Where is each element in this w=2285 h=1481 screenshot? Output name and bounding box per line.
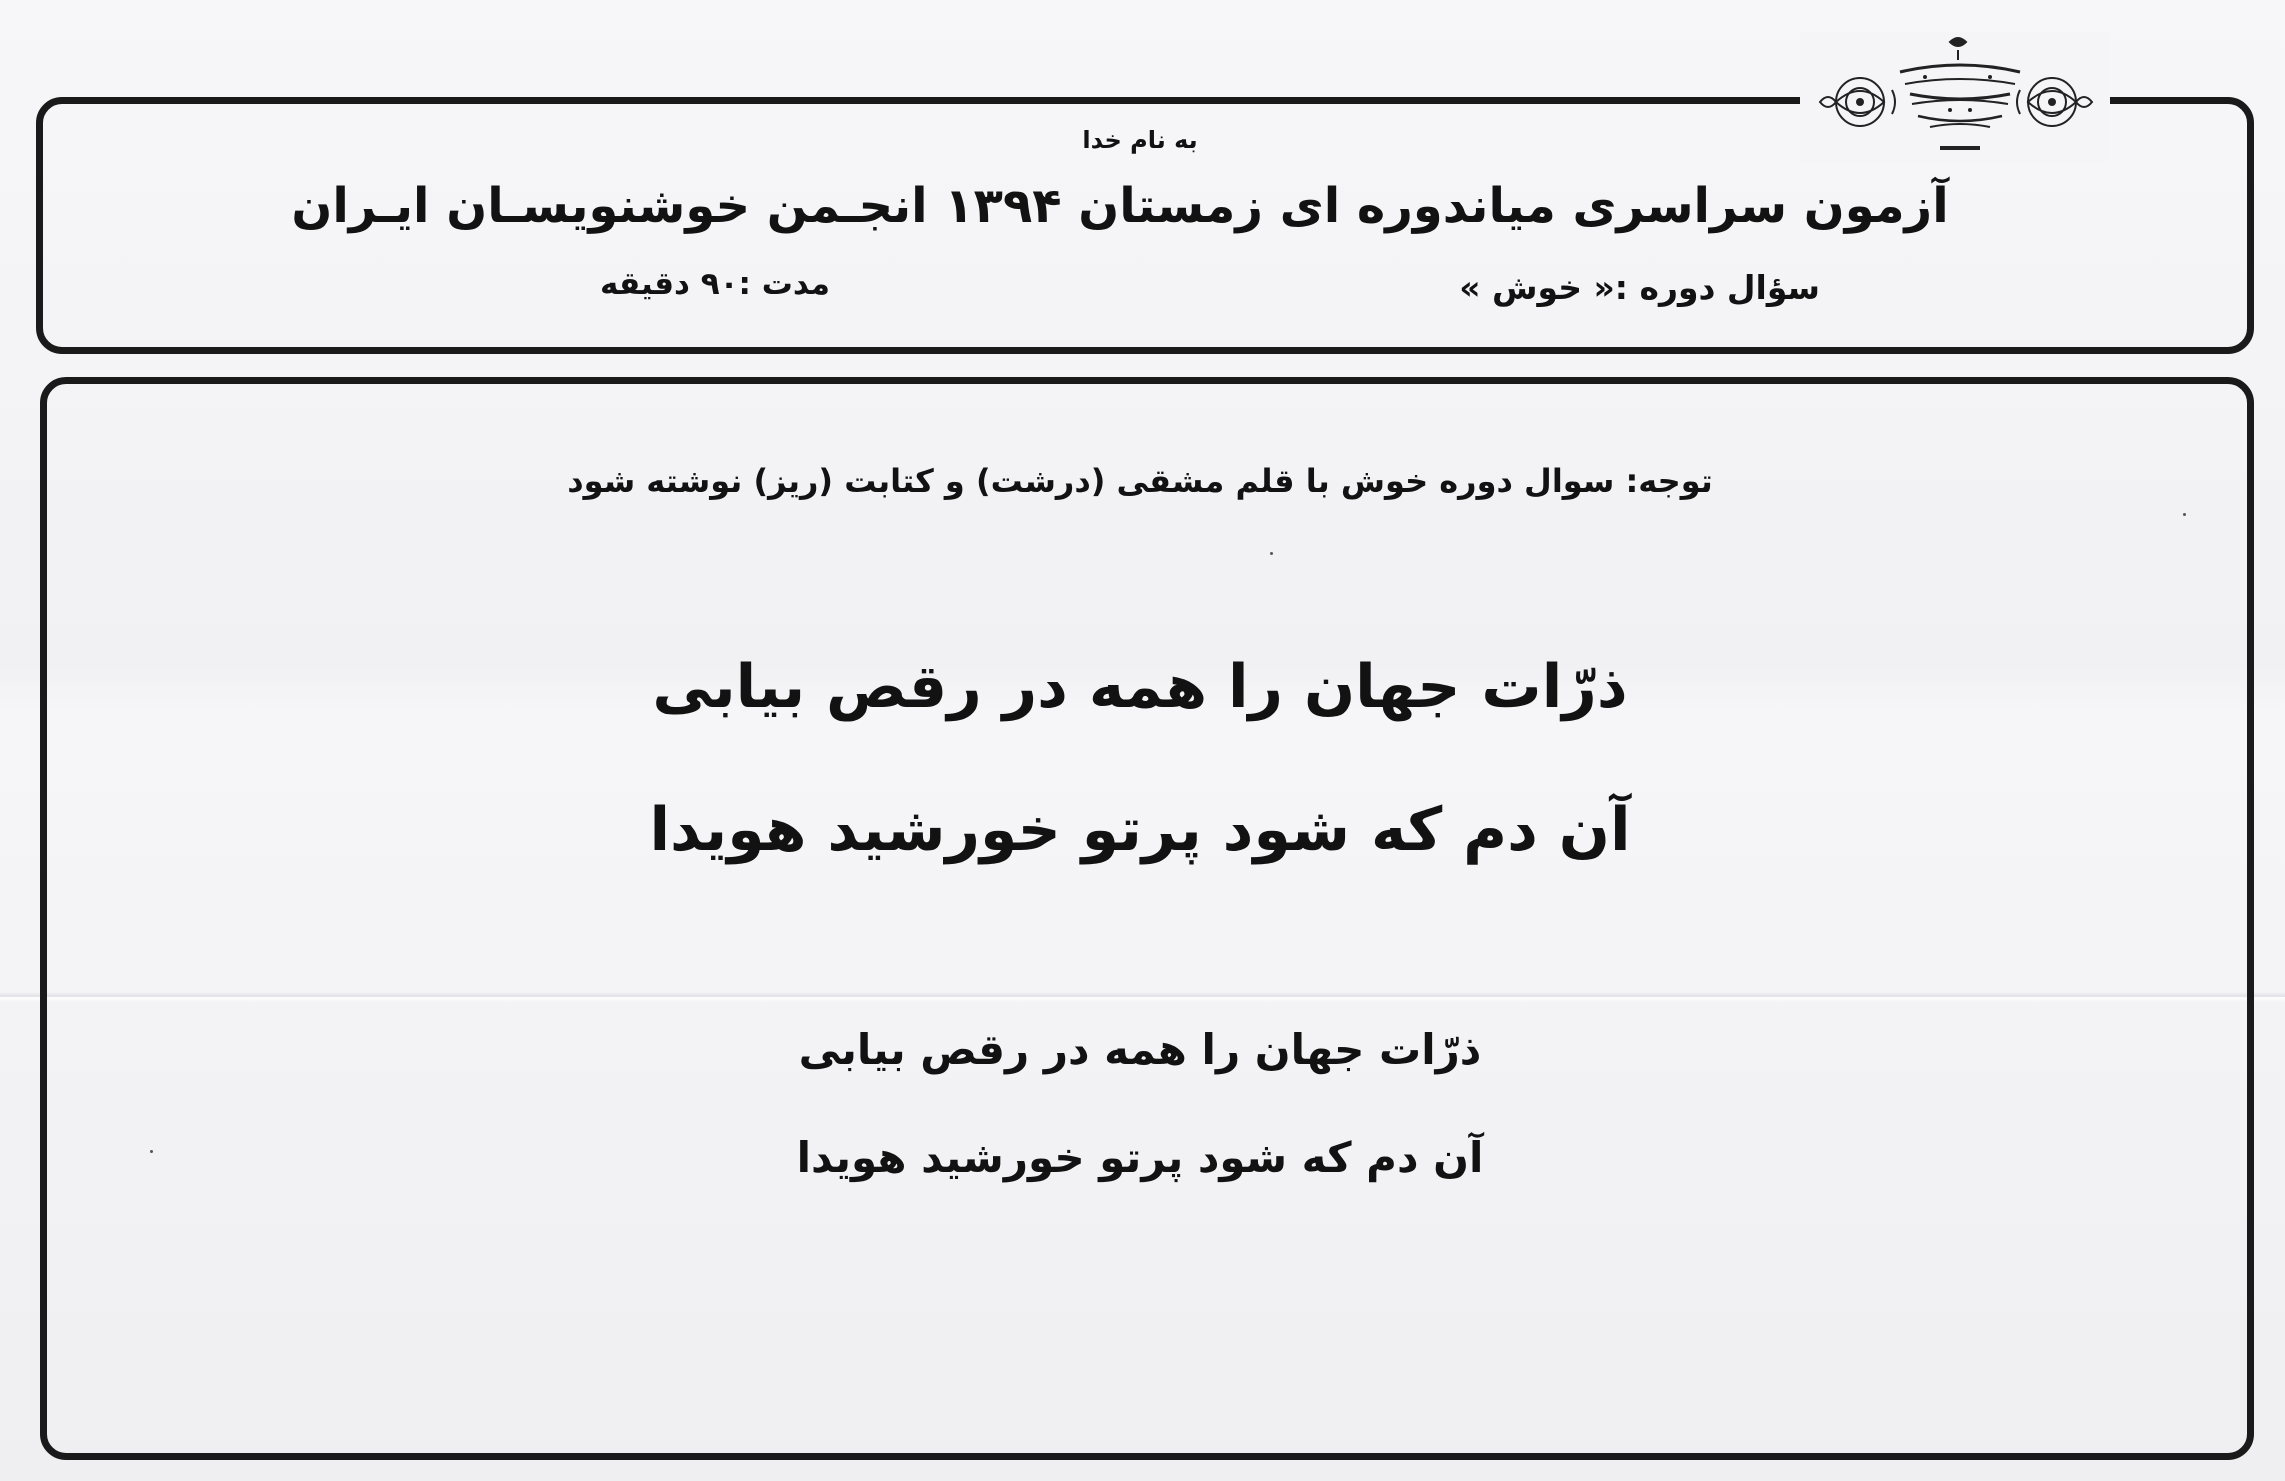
paper-speck <box>150 1150 153 1153</box>
verse-large-line-1: ذرّات جهان را همه در رقص بیابی <box>652 652 1628 722</box>
verse-large-line-2: آن دم که شود پرتو خورشید هویدا <box>649 795 1631 865</box>
paper-speck <box>1270 552 1273 555</box>
exam-title: آزمون سراسری میاندوره ای زمستان ۱۳۹۴ انجـمن خوشنویسـان ایـران <box>291 178 1949 234</box>
verse-small-line-1: ذرّات جهان را همه در رقص بیابی <box>798 1025 1482 1074</box>
exam-duration: مدت :۹۰ دقیقه <box>599 266 830 302</box>
body-frame <box>40 377 2254 1460</box>
society-emblem-logo <box>1800 32 2110 162</box>
basmala-heading: به نام خدا <box>1082 126 1198 154</box>
instruction-note: توجه: سوال دوره خوش با قلم مشقی (درشت) و کتابت (ریز) نوشته شود <box>567 462 1713 500</box>
period-question-label: سؤال دوره :« خوش » <box>1459 268 1820 307</box>
paper-speck <box>2183 513 2186 516</box>
verse-small-line-2: آن دم که شود پرتو خورشید هویدا <box>796 1133 1484 1182</box>
